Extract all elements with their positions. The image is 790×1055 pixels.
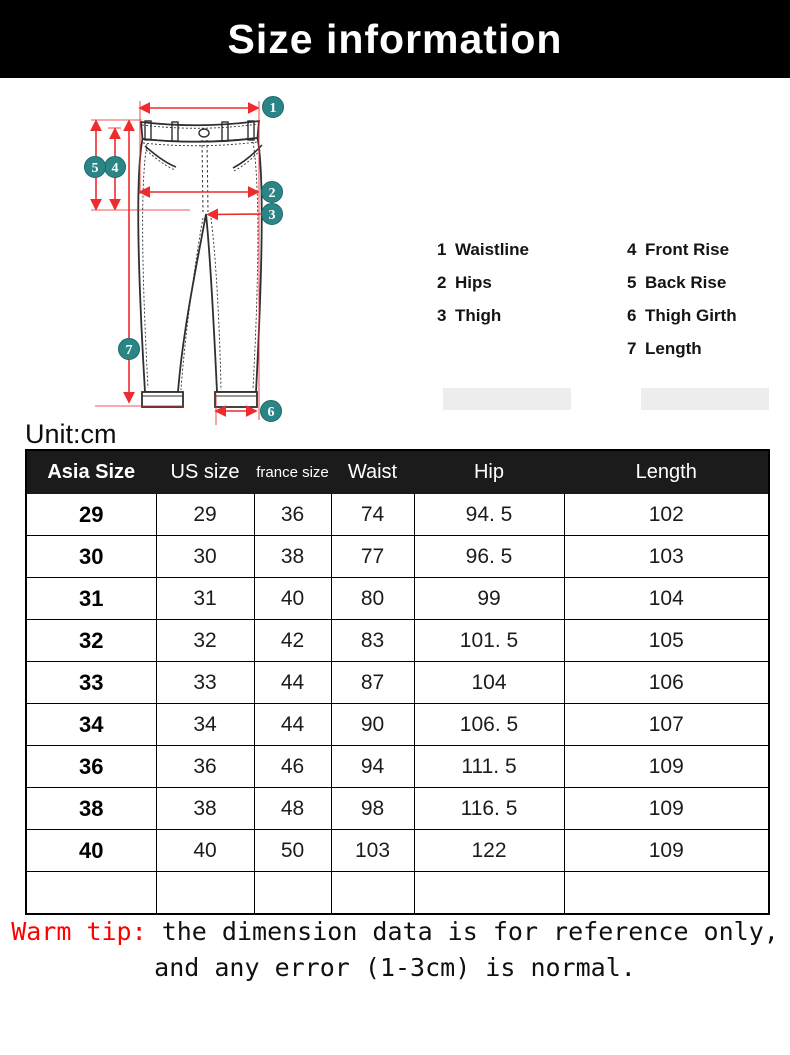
table-cell: 40 [156,830,254,872]
table-cell: 38 [254,536,331,578]
table-cell: 44 [254,704,331,746]
table-cell: 99 [414,578,564,620]
table-cell: 31 [26,578,156,620]
callout-1-icon [263,97,284,118]
table-cell: 29 [156,494,254,536]
table-row [26,536,769,578]
col-header-length: Length [564,450,769,494]
unit-label: Unit:cm [25,419,117,449]
table-cell: 34 [26,704,156,746]
svg-text:2: 2 [268,186,276,201]
table-cell: 32 [156,620,254,662]
legend-num: 2 [437,273,447,292]
table-cell [331,872,414,915]
table-header-row [26,450,769,494]
warm-tip-text: the dimension data is for reference only, [146,917,779,946]
page-header [0,0,790,78]
table-cell: 36 [26,746,156,788]
legend-item-hips [437,273,529,306]
table-cell: 111. 5 [414,746,564,788]
col-header-hip: Hip [414,450,564,494]
table-cell: 33 [26,662,156,704]
table-cell: 77 [331,536,414,578]
callout-2-icon [262,182,283,203]
svg-text:3: 3 [268,208,276,223]
table-cell: 109 [564,830,769,872]
table-cell: 30 [26,536,156,578]
table-cell: 38 [26,788,156,830]
svg-text:5: 5 [91,161,99,176]
table-cell: 31 [156,578,254,620]
table-cell: 34 [156,704,254,746]
table-cell: 104 [414,662,564,704]
svg-text:6: 6 [267,405,275,420]
legend-label: Thigh [455,306,502,325]
table-row [26,662,769,704]
legend-num: 7 [627,339,637,358]
legend-num: 1 [437,240,447,259]
col-header-us-size: US size [156,450,254,494]
table-cell: 106 [564,662,769,704]
table-cell [26,872,156,915]
legend-label: Front Rise [645,240,730,259]
size-table [25,449,770,915]
table-cell: 40 [26,830,156,872]
legend-column-right [627,240,737,372]
warm-tip-line2: and any error (1-3cm) is normal. [154,953,636,982]
legend-label: Length [645,339,702,358]
table-cell: 46 [254,746,331,788]
table-cell [414,872,564,915]
button-icon [199,129,209,137]
legend-item-thigh-girth [627,306,737,339]
legend-label: Waistline [455,240,529,259]
col-header-france-size: france size [254,450,331,494]
col-header-asia-size: Asia Size [26,450,156,494]
table-cell: 87 [331,662,414,704]
table-row [26,578,769,620]
callout-3-icon [262,204,283,225]
table-cell: 40 [254,578,331,620]
legend-item-front-rise [627,240,737,273]
table-cell: 33 [156,662,254,704]
warm-tip-label: Warm tip: [11,917,147,946]
legend-num: 5 [627,273,637,292]
table-cell [254,872,331,915]
table-cell: 101. 5 [414,620,564,662]
svg-text:1: 1 [269,101,277,116]
legend-item-back-rise [627,273,737,306]
table-cell: 29 [26,494,156,536]
svg-text:4: 4 [111,161,119,176]
legend-column-left [437,240,529,339]
pants-diagram [75,88,305,433]
table-row [26,620,769,662]
table-cell: 105 [564,620,769,662]
table-cell: 94. 5 [414,494,564,536]
faded-watermark-box [641,388,769,410]
legend-item-length [627,339,737,372]
table-cell: 107 [564,704,769,746]
table-row [26,788,769,830]
table-cell [564,872,769,915]
legend-num: 4 [627,240,637,259]
warm-tip-note [0,914,790,986]
table-cell: 80 [331,578,414,620]
table-row-empty [26,872,769,915]
pants-outline [138,121,262,407]
table-cell: 96. 5 [414,536,564,578]
table-cell: 48 [254,788,331,830]
table-row [26,704,769,746]
legend-num: 3 [437,306,447,325]
table-cell: 102 [564,494,769,536]
table-cell: 36 [156,746,254,788]
table-cell: 30 [156,536,254,578]
table-row [26,830,769,872]
legend-item-thigh [437,306,529,339]
table-row [26,746,769,788]
table-cell: 98 [331,788,414,830]
table-cell: 32 [26,620,156,662]
col-header-waist: Waist [331,450,414,494]
svg-text:7: 7 [125,343,133,358]
callout-7-icon [119,339,140,360]
warm-tip-line1 [0,914,790,950]
legend-num: 6 [627,306,637,325]
table-cell: 90 [331,704,414,746]
legend-label: Hips [455,273,492,292]
callout-4-icon [105,157,126,178]
table-cell: 36 [254,494,331,536]
table-cell: 104 [564,578,769,620]
table-cell [156,872,254,915]
table-cell: 103 [331,830,414,872]
table-cell: 42 [254,620,331,662]
table-cell: 116. 5 [414,788,564,830]
table-cell: 83 [331,620,414,662]
callout-5-icon [85,157,106,178]
legend-item-waistline [437,240,529,273]
table-cell: 103 [564,536,769,578]
table-cell: 74 [331,494,414,536]
table-cell: 122 [414,830,564,872]
table-cell: 44 [254,662,331,704]
callout-6-icon [261,401,282,422]
table-cell: 50 [254,830,331,872]
table-cell: 38 [156,788,254,830]
page-title: Size information [227,15,563,62]
table-cell: 109 [564,746,769,788]
table-cell: 106. 5 [414,704,564,746]
legend-label: Thigh Girth [645,306,737,325]
table-cell: 94 [331,746,414,788]
table-row [26,494,769,536]
table-cell: 109 [564,788,769,830]
legend-label: Back Rise [645,273,727,292]
faded-watermark-box [443,388,571,410]
